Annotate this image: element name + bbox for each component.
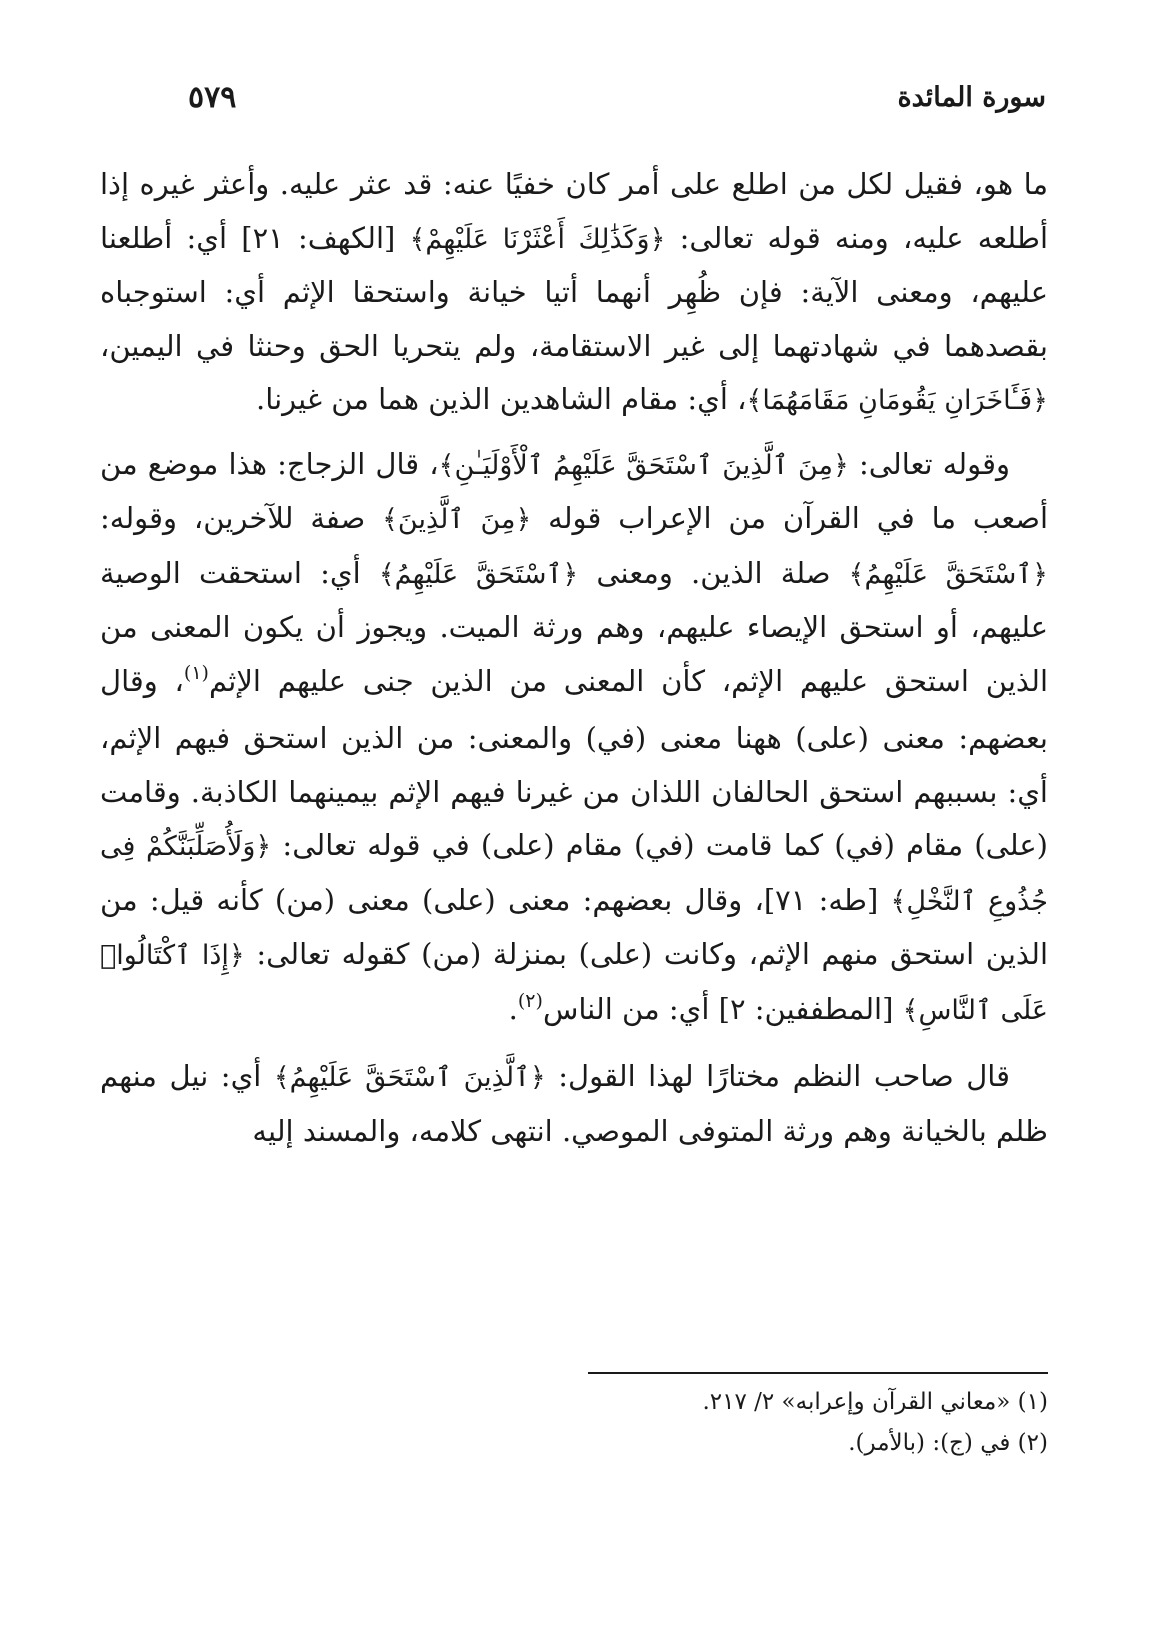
text-run: للآخرين، وقوله: (100, 501, 294, 535)
body-text (100, 158, 1048, 1158)
quran-verse: ﴿وَلَأُصَلِّبَنَّكُمْ فِى جُذُوعِ ٱلنَّخْلِ﴾ (100, 831, 1048, 917)
text-run: ما هو، فقيل لكل من اطلع على أمر كان خفيًا عنه: قد عثر عليه. وأعثر غيره (139, 167, 1049, 201)
text-run: ٧١]، وقال بعضهم: معنى (على) معنى (من) كأنه قيل: من الذين استحق (100, 882, 1049, 971)
quran-verse: ﴿ٱسْتَحَقَّ عَلَيْهِمُ﴾ (848, 558, 1048, 590)
text-run: أي: استوجباه بقصدهما في شهادتهما إلى غير الاستقامة، ولم يتحريا الحق (100, 275, 1048, 363)
quran-verse: ﴿فَـَٔاخَرَانِ يَقُومَانِ مَقَامَهُمَا﴾ (746, 385, 1048, 416)
quran-verse: ﴿إِذَا ٱكْتَالُوا۟ عَلَى ٱلنَّاسِ﴾ (100, 940, 1048, 1026)
text-run: ، وقال بعضهم: معنى (على) ههنا معنى (في) (100, 663, 1049, 755)
footnote-rule (588, 1372, 1048, 1374)
text-run: وحنثا في اليمين، (100, 328, 306, 363)
quran-verse: ﴿ٱسْتَحَقَّ عَلَيْهِمُ﴾ (378, 558, 579, 590)
text-run: أي: استحقت الوصية عليهم، أو استحق الإيصاء عليهم، وهم ورثة (100, 555, 1048, 644)
page-header (188, 80, 1046, 115)
quran-verse: ﴿مِنَ ٱلَّذِينَ ٱسْتَحَقَّ عَلَيْهِمُ ٱلْأَوْلَيَـٰنِ﴾ (438, 449, 849, 481)
text-run: وقوله تعالى: (848, 446, 1010, 481)
running-head: سورة المائدة (897, 82, 1046, 113)
text-run: ، أي: مقام الشاهدين الذين (428, 382, 747, 416)
text-run: ، قال الزجاج: هذا (228, 446, 439, 481)
paragraph (100, 158, 1048, 428)
text-run: موضع من أصعب ما في القرآن من الإعراب قوله (100, 446, 1049, 535)
text-run: هما من غيرنا. (256, 382, 419, 416)
footnote: (٢) في (ج): (بالأمر). (848, 1430, 1048, 1456)
quran-verse: ﴿مِنَ ٱلَّذِينَ﴾ (382, 504, 532, 535)
text-run: قامت (في) مقام (على) في قوله تعالى: (271, 828, 773, 862)
text-run: صلة الذين. ومعنى (578, 555, 849, 590)
text-run: أي: نيل (169, 1059, 274, 1093)
text-run: [الكهف: ٢١] (241, 220, 410, 255)
paragraph (100, 1050, 1048, 1158)
text-run: . (508, 991, 518, 1026)
footnote-ref: (١) (183, 661, 209, 684)
text-run: الميت. ويجوز أن يكون المعنى من الذين استحق عليهم الإثم، كأن المعنى (100, 610, 1049, 698)
footnote: (١) «معاني القرآن وإعرابه» ٢/ ٢١٧. (702, 1389, 1048, 1415)
text-run: اللذان من غيرنا فيهم الإثم بيمينهما الكاذبة. وقامت (على) مقام (في) كما (100, 774, 1048, 862)
quran-verse: ﴿وَكَذَٰلِكَ أَعْثَرْنَا عَلَيْهِمْ﴾ (409, 223, 666, 255)
text-run: قال صاحب النظم مختارًا لهذا القول: (545, 1059, 1011, 1093)
text-run: من الذين جنى عليهم الإثم (208, 663, 548, 698)
text-run: [المطففين: ٢] أي: من الناس (542, 991, 894, 1026)
text-run: والمعنى: من الذين استحق فيهم الإثم، أي: بسببهم استحق الحالفان (100, 721, 1048, 809)
text-run: أي: أطلعنا عليهم، ومعنى الآية: فإن ظُهِر أنهما أتيا خيانة واستحقا الإثم (100, 220, 1049, 309)
text-run: منهم الإثم، وكانت (على) بمنزلة (من) كقوله تعالى: (244, 937, 879, 971)
page-number: ٥٧٩ (188, 80, 237, 115)
footnote-ref: (٢) (517, 989, 543, 1012)
text-run: منهم ظلم بالخيانة وهم ورثة المتوفى الموصي. انتهى كلامه، والمسند إليه (100, 1059, 1048, 1148)
text-run: إذا أطلعه عليه، ومنه قوله تعالى: (100, 167, 1049, 255)
paragraph (100, 438, 1048, 1041)
text-run: [طه: (818, 882, 891, 917)
footnotes (500, 1372, 1048, 1464)
quran-verse: ﴿ٱلَّذِينَ ٱسْتَحَقَّ عَلَيْهِمُ﴾ (273, 1062, 546, 1093)
text-run: صفة (310, 501, 383, 535)
